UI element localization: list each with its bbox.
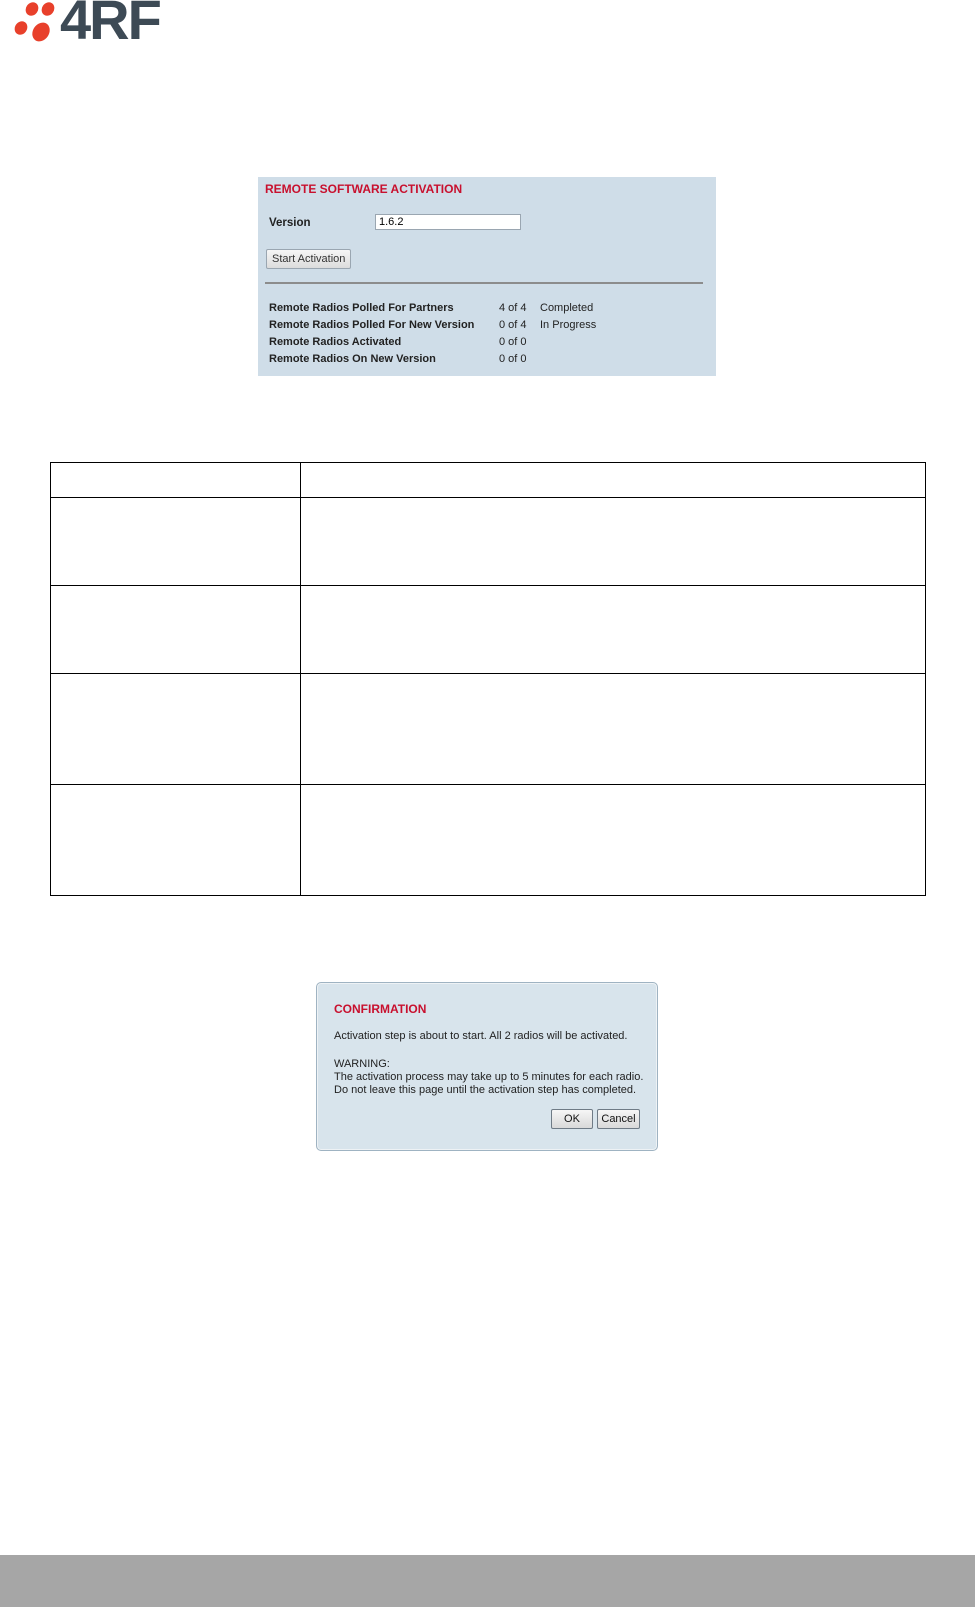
start-activation-button[interactable]: Start Activation <box>266 249 351 269</box>
table-row <box>51 674 926 785</box>
table-cell <box>301 674 926 785</box>
table-row <box>51 463 926 498</box>
table-cell <box>51 586 301 674</box>
stat-label: Remote Radios Activated <box>269 336 402 348</box>
stat-label: Remote Radios Polled For New Version <box>269 319 475 331</box>
stat-status: Completed <box>540 302 594 314</box>
table-cell <box>51 674 301 785</box>
warning-line: Do not leave this page until the activation step has completed. <box>334 1084 637 1096</box>
version-label: Version <box>269 217 311 229</box>
panel-divider <box>265 282 703 284</box>
table-row <box>51 498 926 586</box>
dialog-message: Activation step is about to start. All 2 radios will be activated. <box>334 1030 628 1042</box>
dialog-title: CONFIRMATION <box>334 1002 427 1016</box>
footer-bar <box>0 1555 975 1607</box>
panel-title: REMOTE SOFTWARE ACTIVATION <box>265 182 463 196</box>
stat-count: 0 of 0 <box>499 353 527 365</box>
table-row <box>51 785 926 896</box>
stat-label: Remote Radios On New Version <box>269 353 436 365</box>
table-cell <box>301 586 926 674</box>
warning-heading: WARNING: <box>334 1058 390 1070</box>
warning-line: The activation process may take up to 5 minutes for each radio. <box>334 1071 644 1083</box>
logo-text: 4RF <box>60 0 160 51</box>
document-table <box>50 462 926 896</box>
confirmation-dialog <box>316 982 658 1151</box>
stat-status: In Progress <box>540 319 597 331</box>
table-cell <box>51 785 301 896</box>
table-cell <box>301 498 926 586</box>
table-cell <box>301 785 926 896</box>
logo-dots-icon <box>8 0 60 48</box>
cancel-button[interactable]: Cancel <box>597 1109 640 1129</box>
stat-count: 0 of 4 <box>499 319 527 331</box>
table-row <box>51 586 926 674</box>
stat-count: 4 of 4 <box>499 302 527 314</box>
table-cell <box>51 498 301 586</box>
remote-software-activation-panel <box>258 177 716 376</box>
table-cell <box>51 463 301 498</box>
version-input[interactable] <box>375 214 521 230</box>
stat-count: 0 of 0 <box>499 336 527 348</box>
brand-logo <box>8 0 183 51</box>
stat-label: Remote Radios Polled For Partners <box>269 302 454 314</box>
ok-button[interactable]: OK <box>551 1109 593 1129</box>
table-cell <box>301 463 926 498</box>
